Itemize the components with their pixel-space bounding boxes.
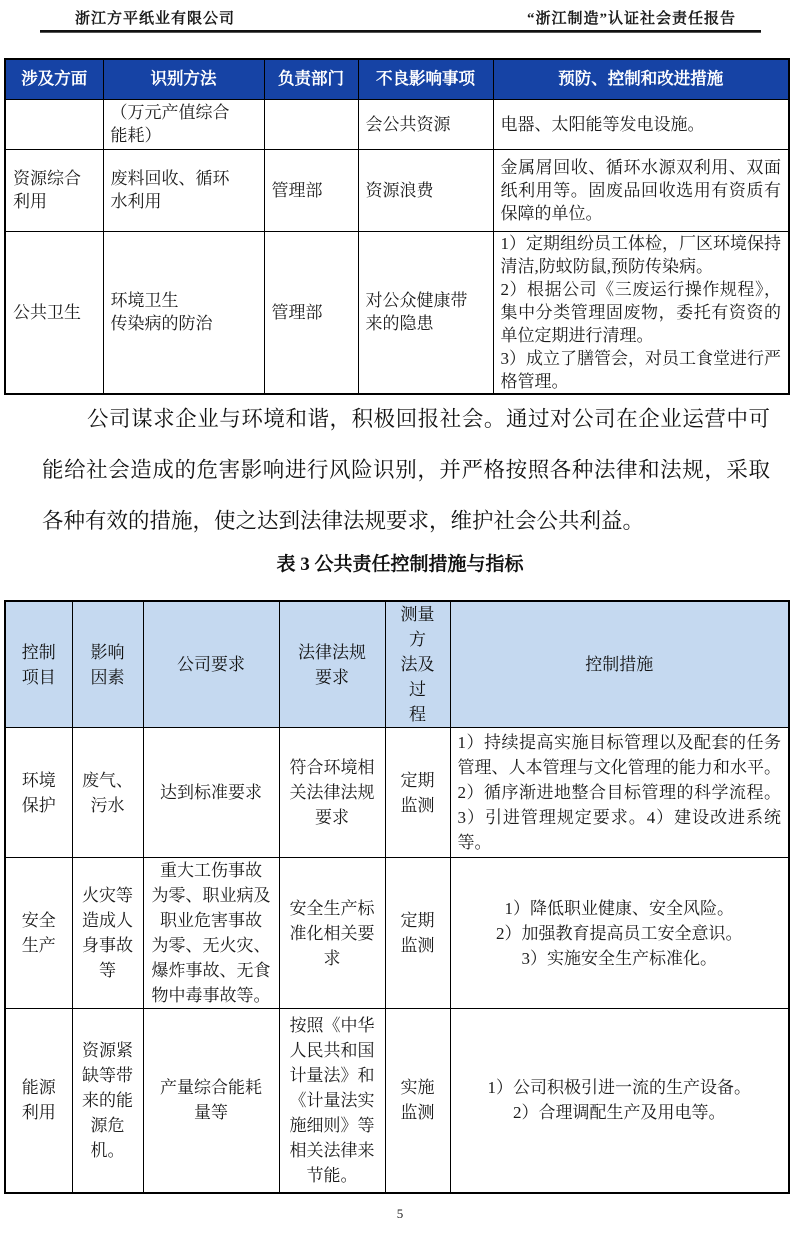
table-row [5, 858, 789, 1009]
column-header-department: 负责部门 [264, 59, 358, 99]
column-header-factor: 影响 因素 [72, 601, 143, 728]
table-header-row [5, 601, 789, 728]
table-row [5, 1009, 789, 1193]
column-header-legal-req: 法律法规 要求 [279, 601, 385, 728]
table-cell: 产量综合能耗 量等 [143, 1009, 279, 1193]
table-row [5, 231, 789, 394]
risk-identification-table [4, 58, 790, 395]
table-cell: 1）公司积极引进一流的生产设备。 2）合理调配生产及用电等。 [450, 1009, 789, 1193]
table-header-row [5, 59, 789, 99]
header-company-name: 浙江方平纸业有限公司 [75, 11, 236, 27]
table-cell: 定期 监测 [385, 728, 450, 858]
table-cell: 环境 保护 [5, 728, 72, 858]
table-cell: 按照《中华 人民共和国 计量法》和 《计量法实 施细则》等 相关法律来 节能。 [279, 1009, 385, 1193]
table-cell: 安全生产标 准化相关要 求 [279, 858, 385, 1009]
column-header-measures: 预防、控制和改进措施 [493, 59, 789, 99]
column-header-company-req: 公司要求 [143, 601, 279, 728]
page-number: 5 [396, 1206, 404, 1221]
table-cell: 重大工伤事故 为零、职业病及 职业危害事故 为零、无火灾、 爆炸事故、无食 物中毒事故等。 [143, 858, 279, 1009]
table-cell: 符合环境相 关法律法规 要求 [279, 728, 385, 858]
public-responsibility-table [4, 600, 790, 1194]
column-header-method: 识别方法 [103, 59, 264, 99]
table-cell: 1）降低职业健康、安全风险。 2）加强教育提高员工安全意识。 3）实施安全生产标准化。 [450, 858, 789, 1009]
table-cell: 资源紧 缺等带 来的能 源危 机。 [72, 1009, 143, 1193]
table-cell [264, 99, 358, 149]
table-cell: 管理部 [264, 149, 358, 231]
table-cell: 对公众健康带 来的隐患 [358, 231, 493, 394]
table-cell: 资源浪费 [358, 149, 493, 231]
table-cell: 环境卫生 传染病的防治 [103, 231, 264, 394]
header-rule [40, 30, 761, 33]
table-row [5, 728, 789, 858]
table-caption: 表 3 公共责任控制措施与指标 [276, 554, 524, 575]
table-cell: 资源综合 利用 [5, 149, 103, 231]
column-header-measurement: 测量方 法及过 程 [385, 601, 450, 728]
table-cell: 电器、太阳能等发电设施。 [493, 99, 789, 149]
header-report-title: “浙江制造”认证社会责任报告 [526, 11, 736, 27]
table-cell [5, 99, 103, 149]
table-row [5, 99, 789, 149]
column-header-control-item: 控制 项目 [5, 601, 72, 728]
table-row [5, 149, 789, 231]
table-cell: 能源 利用 [5, 1009, 72, 1193]
table-cell: 公共卫生 [5, 231, 103, 394]
column-header-control-measure: 控制措施 [450, 601, 789, 728]
table-cell: 管理部 [264, 231, 358, 394]
table-cell: 1）持续提高实施目标管理以及配套的任务管理、人本管理与文化管理的能力和水平。2）循序渐进地整合目标管理的科学流程。3）引进管理规定要求。4）建设改进系统等。 [450, 728, 789, 858]
table-cell: 1）定期组纷员工体检，厂区环境保持清洁,防蚊防鼠,预防传染病。 2）根据公司《三废运行操作规程》，集中分类管理固废物，委托有资资的单位定期进行清理。 3）成立了膳管会，对员工食堂进行严格管理。 [493, 231, 789, 394]
table-cell: 金属屑回收、循环水源双利用、双面纸利用等。固废品回收选用有资质有保障的单位。 [493, 149, 789, 231]
table-cell: 安全 生产 [5, 858, 72, 1009]
column-header-impact: 不良影响事项 [358, 59, 493, 99]
table-cell: （万元产值综合 能耗） [103, 99, 264, 149]
table-cell: 火灾等 造成人 身事故 等 [72, 858, 143, 1009]
table-cell: 废料回收、循环 水利用 [103, 149, 264, 231]
table-cell: 废气、 污水 [72, 728, 143, 858]
table-cell: 定期 监测 [385, 858, 450, 1009]
column-header-aspect: 涉及方面 [5, 59, 103, 99]
table-cell: 达到标准要求 [143, 728, 279, 858]
table-cell: 会公共资源 [358, 99, 493, 149]
table-cell: 实施 监测 [385, 1009, 450, 1193]
body-paragraph: 公司谋求企业与环境和谐，积极回报社会。通过对公司在企业运营中可能给社会造成的危害影响进行风险识别，并严格按照各种法律和法规，采取各种有效的措施，使之达到法律法规要求，维护社会公共利益。 [42, 407, 770, 533]
